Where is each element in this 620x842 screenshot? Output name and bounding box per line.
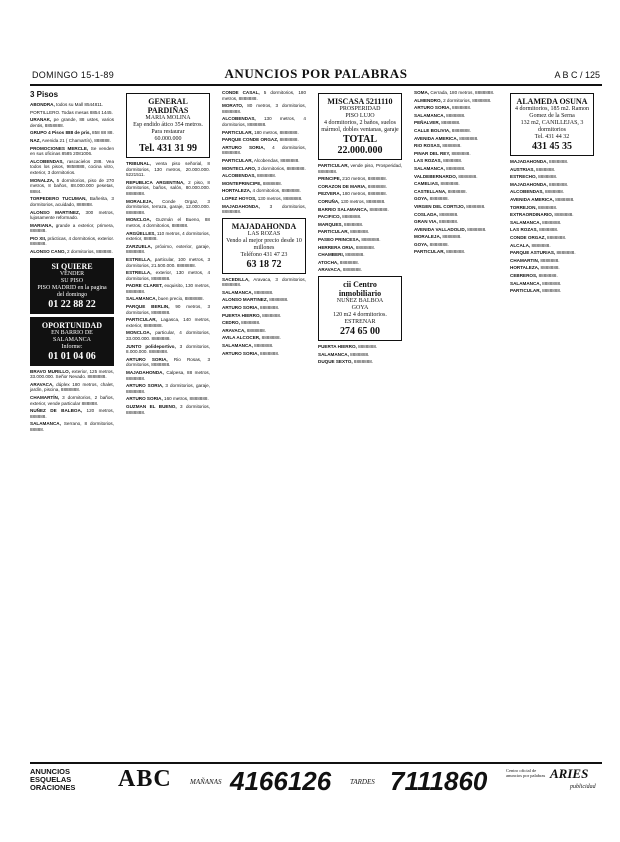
classifieds-column	[318, 90, 402, 740]
display-ad-line: LAS ROZAS	[247, 230, 281, 237]
display-ad-box	[222, 218, 306, 274]
abc-logo: ABC	[118, 766, 172, 792]
phone-mananas: 4166126	[230, 766, 332, 796]
classified-ad: SALAMANCA, 8888888.	[318, 351, 370, 357]
classified-ad: PIO XII, prácticas, 4 dormitorios, exterior. 888888.	[30, 235, 114, 247]
classified-ad: CONDE CASAL, 5 dormitorios, 180 metros, 8888888.	[222, 90, 306, 101]
display-ad-line: 01 22 88 22	[48, 298, 96, 310]
classified-ad: ZARZUELA, próximo, exterior, garaje, 8888888.	[126, 243, 210, 255]
classified-ad: CHAMARTIN, 8888888.	[510, 257, 560, 263]
display-ad-line: MAJADAHONDA	[231, 221, 297, 231]
classified-ad: PARTICULAR, vende piso, Prosperidad, 8888888.	[318, 163, 402, 174]
classified-ad: CASTELLANA, 8888888.	[414, 188, 467, 194]
display-ad-line: SI QUIERE	[51, 261, 93, 271]
classified-ad: ARTURO SORIA, 3 dormitorios, garaje, 8888888.	[126, 383, 210, 394]
display-ad-line: GENERAL PARDIÑAS	[147, 97, 189, 115]
display-ad-line: 4 dormitorios, 2 baños, suelos mármol, dobles ventanas, garaje	[321, 120, 399, 133]
display-ad-line: VENDER	[59, 270, 85, 277]
display-ad-line: GOYA	[351, 304, 369, 311]
classified-ad: MAJADAHONDA, 8888888.	[510, 181, 569, 187]
classified-ad: SACEDILLA, Aravaca, 3 dormitorios, 8888888.	[222, 276, 306, 288]
classified-ad: PARTICULAR, 180 metros, 8888888.	[222, 129, 299, 135]
footer-note: Centro oficial de anuncios por palabras	[506, 768, 546, 778]
classified-ad: LAS ROZAS, 8888888.	[414, 158, 463, 164]
classified-ad: ABONDRA, todos su Mall 8544811.	[30, 102, 104, 107]
classified-ad: PARTICULAR, 8888888.	[318, 229, 370, 235]
classified-ad: PUERTA HIERRO, 8888888.	[222, 312, 282, 318]
classified-ad: NAZ, Avenida 21 ( Chamartín), 888888.	[30, 137, 111, 143]
classified-ad: MARQUES, 8888888.	[318, 221, 364, 227]
display-ad-line: 63 18 72	[246, 258, 282, 270]
classified-ad: PARTICULAR, Alcobendas, 8888888.	[222, 157, 300, 163]
classified-ad: COSLADA, 8888888.	[414, 211, 459, 217]
display-ad-line: SALAMANCA	[52, 336, 91, 343]
classified-ad: ARTURO SORIA, 8888888.	[222, 305, 280, 311]
classified-ad: AVILA ALCOCER, 8888888.	[222, 335, 281, 341]
display-ad-line: Vendo al mejor precio desde 10 millones	[226, 237, 302, 251]
classified-ad: ARTURO SORIA, 8888888.	[414, 105, 472, 111]
header-title: ANUNCIOS POR PALABRAS	[224, 66, 408, 81]
classified-ad: AUSTRIAS, 8888888.	[510, 166, 556, 172]
classified-ad: GOYA, 8888888.	[414, 196, 449, 202]
classified-ad: MORATO, 80 metros, 3 dormitorios, 8888888.	[222, 103, 306, 114]
display-ad-box	[30, 317, 114, 366]
classified-ad: CHAMARTÍN, 3 dormitorios, 2 baños, exterior, vende particular 888888.	[30, 395, 114, 406]
classifieds-column	[126, 90, 210, 740]
classified-ad: PARQUE CONDE ORGAZ, 8888888.	[222, 137, 299, 143]
classified-ad: CORUÑA, 130 metros, 8888888.	[318, 198, 386, 204]
classified-ad: ARTURO SORIA, Rio Rosas, 3 dormitorios, 8888888.	[126, 356, 210, 368]
classified-ad: TORREJON, 8888888.	[510, 204, 558, 210]
classified-ad: ALONSO MARTINEZ, 8888888.	[222, 297, 289, 303]
classified-ad: ESTRECHO, 8888888.	[510, 174, 558, 180]
display-ad-line: PROSPERIDAD	[339, 106, 381, 112]
footer-left-block	[30, 768, 75, 792]
footer-left-line: ESQUELAS	[30, 775, 72, 784]
classified-ad: MARIANA, grande a exterior, primera, 888888.	[30, 222, 114, 234]
classified-ad: HERRERA ORIA, 8888888.	[318, 244, 376, 250]
classified-ad: ALMENDRO, 2 dormitorios, 8888888.	[414, 97, 492, 103]
classified-ad: AVENIDA AMERICA, 8888888.	[510, 196, 575, 202]
classified-ad: EXTRAORDINARIO, 8888888.	[510, 212, 574, 218]
page-header	[30, 66, 602, 86]
classified-ad: MONTECLARO, 3 dormitorios, 8888888.	[222, 165, 306, 171]
classified-ad: AVENIDA VALLADOLID, 8888888.	[414, 226, 487, 232]
classified-ad: PORTILLERO. Todas mesas 8854 1445.	[30, 109, 113, 115]
classified-ad: MORALEJA, Conde Orgaz, 3 dormitorios, terraza, garaje, 12.000.000. 8888888.	[126, 198, 210, 215]
classified-ad: RIO ROSAS, 8888888.	[414, 143, 462, 149]
classified-ad: PINAR DEL REY, 8888888.	[414, 150, 471, 156]
classified-ad: VALDEBERNARDO, 8888888.	[414, 173, 478, 179]
display-ad-line: MISCASA 5211110	[327, 97, 393, 106]
classified-ad: CALLE BOLIVIA, 8888888.	[414, 127, 471, 133]
classified-ad: CHAMBERI, 8888888.	[318, 252, 365, 258]
classified-ad: CEBREROS, 8888888.	[510, 272, 558, 278]
classified-ad: ALCALA, 8888888.	[510, 242, 551, 248]
classified-ad: GRUPO 4 Pisos 888 de pris, 858 88 88.	[30, 130, 114, 136]
display-ad-line: Tel. 431 44 32	[534, 134, 570, 140]
classified-ad: CONDE ORGAZ, 8888888.	[510, 234, 567, 240]
display-ad-line: 120 m2 4 dormitorios. ESTRENAR	[333, 311, 387, 325]
display-ad-line: NUÑEZ BALBOA	[336, 297, 384, 304]
classified-ad: ARAVACA, 8888888.	[318, 267, 362, 273]
display-ad-line: PISO LUJO	[345, 113, 375, 119]
display-ad-line: OPORTUNIDAD	[41, 320, 103, 330]
classified-ad: ATOCHA, 8888888.	[318, 259, 359, 265]
classified-ad: ALCOBENDAS, rascacielos 288. Vea todos los pisos, 9858888, cocina vitro, exterior, 3 dormitorios.	[30, 158, 114, 175]
classified-ad: HORTALEZA, 4 dormitorios, 8888888.	[222, 188, 301, 194]
classified-ad: SOMA, Cerrada, 180 metros, 8888888.	[414, 90, 495, 95]
classified-ad: ALCOBENDAS, 8888888.	[222, 173, 277, 179]
classified-ad: MONCLOA, particular, 4 dormitorios, 33.000.000. 8888888.	[126, 330, 210, 342]
display-ad-line: Teléfono 431 47 23	[240, 251, 288, 258]
display-ad-line: 431 45 35	[532, 141, 572, 152]
aries-logo: ARIES	[550, 766, 589, 781]
classified-ad: PARTICULAR, 8888888.	[414, 249, 466, 255]
newspaper-page	[30, 66, 602, 836]
footer-left-line: ANUNCIOS	[30, 767, 71, 776]
display-ad-box	[30, 258, 114, 314]
classified-ad: LAS ROZAS, 8888888.	[510, 227, 559, 233]
display-ad-line: TOTAL 22.000.000	[337, 134, 383, 156]
classified-ad: GOYA, 8888888.	[414, 241, 449, 247]
header-page: A B C / 125	[554, 70, 600, 80]
display-ad-box	[510, 93, 594, 156]
display-ad-box	[126, 93, 210, 158]
mananas-label: MAÑANAS	[190, 778, 222, 786]
tardes-label: TARDES	[350, 778, 375, 786]
display-ad-line: SU PISO	[60, 277, 84, 284]
display-ad-line: EN BARRIO DE	[51, 329, 93, 336]
section-heading: 3 Pisos	[30, 90, 59, 99]
classified-ad: REPUBLICA ARGENTINA, 2 piso, 8 dormitorios, baños, salón, 80.000.000. 8888888.	[126, 179, 210, 196]
classified-ad: PEZVERA, 180 metros, 8888888.	[318, 191, 387, 197]
classified-ad: GUZMAN EL BUENO, 3 dormitorios, 8888888.	[126, 403, 210, 415]
classified-ad: ARTURO SORIA, 4 dormitorios, 8888888.	[222, 144, 306, 156]
classified-ad: MONALZA, 5 dormitorios, piso de 270 metros, 8 baños, 88.000.000 pesetas, 8884.	[30, 177, 114, 194]
display-ad-line: 132 m2, CANILLEJAS, 3 dormitorios	[520, 120, 584, 133]
classified-ad: TRIBUNAL, venta piso señorial, 8 dormitorios, 130 metros, 20.000.000. 5221511.	[126, 161, 210, 178]
classified-ad: SALAMANCA, 8888888.	[222, 289, 274, 295]
display-ad-line: Tel. 431 31 99	[139, 143, 197, 154]
classified-ad: ARAVACA, 8888888.	[222, 327, 266, 333]
classified-ad: PEÑALVER, 8888888.	[414, 120, 461, 126]
classified-ad: MAJADAHONDA, 3 dormitorios, 8888888.	[222, 203, 306, 215]
classified-ad: ALONSO CANO, 2 dormitorios, 888888.	[30, 249, 113, 255]
display-ad-line: 60.000.000	[154, 136, 182, 142]
classified-ad: VIRGEN DEL CORTIJO, 8888888.	[414, 203, 486, 209]
display-ad-line: 4 dormitorios, 185 m2. Ramon Gomez de la Serna	[515, 106, 589, 119]
classified-ad: URANAK, pe grande, 88 ustes, varios dentis, 8858888.	[30, 117, 114, 128]
classified-ad: JUNTO polideportivo, 3 dormitorios, 8.000.000. 8888888.	[126, 343, 210, 355]
classified-ad: PARQUE ASTURIAS, 8888888.	[510, 250, 576, 256]
display-ad-line: Informe:	[61, 343, 83, 350]
classified-ad: CAMELIAS, 8888888.	[414, 181, 460, 187]
classified-ad: ALONSO MARTINEZ, 300 metros, lujosamente reformado.	[30, 209, 114, 221]
header-date: DOMINGO 15-1-89	[32, 70, 115, 80]
classified-ad: BRAVO MURILLO, exterior, 125 metros, 33.000.000. Señor Nevado. 8888888.	[30, 368, 114, 380]
classified-ad: HORTALEZA, 8888888.	[510, 265, 560, 271]
classified-ad: ARTURO SORIA, 160 metros, 8888888.	[126, 396, 209, 402]
classified-ad: BARRIO SALAMANCA, 8888888.	[318, 206, 389, 212]
aries-subtitle: publicidad	[570, 784, 596, 790]
classified-ad: SALAMANCA, 8888888.	[510, 280, 562, 286]
footer-left-line: ORACIONES	[30, 783, 76, 792]
classified-ad: PARTICULAR, 8888888.	[510, 288, 562, 294]
classified-ad: ESTRELLA, exterior, 130 metros, 4 dormitorios, 8888888.	[126, 270, 210, 281]
classified-ad: MAJADAHONDA, 8888888.	[510, 159, 569, 164]
classified-ad: LOPEZ HOYOS, 130 metros, 8888888.	[222, 195, 303, 201]
classified-ad: SALAMANCA, 8888888.	[222, 343, 274, 349]
classifieds-column	[414, 90, 498, 740]
display-ad-line: ALAMEDA OSUNA	[516, 97, 588, 106]
display-ad-box	[318, 276, 402, 341]
classified-ad: PASEO PRINCESA, 8888888.	[318, 236, 381, 242]
classified-ad: AVENIDA AMERICA, 8888888.	[414, 135, 479, 141]
classified-ad: DUQUE SEXTO, 8888888.	[318, 359, 374, 365]
classified-ad: CORAZON DE MARIA, 8888888.	[318, 183, 387, 189]
classified-ad: CEDRO, 8888888.	[222, 320, 261, 326]
phone-tardes: 7111860	[390, 766, 488, 796]
classified-ad: PARQUE BERLIN, 90 metros, 3 dormitorios, 8888888.	[126, 304, 210, 315]
classified-ad: SALAMANCA, 8888888.	[510, 219, 562, 225]
classified-ad: MORALEJA, 8888888.	[414, 234, 462, 240]
classified-ad: TORPEDERO TUCUMAN, Bañerita, 3 dormitorios, acuidado, 888888.	[30, 196, 114, 207]
classified-ad: ARTURO SORIA, 8888888.	[222, 350, 280, 356]
classified-ad: ARGÜELLES, 110 metros, 4 dormitorios, exterior, 88888.	[126, 230, 210, 242]
display-ad-box	[318, 93, 402, 160]
classified-ad: MAJADAHONDA, Calpesa, 88 metros, 8888888.	[126, 370, 210, 381]
display-ad-line: 274 65 00	[340, 325, 380, 337]
classified-ad: SALAMANCA, 8888888.	[414, 112, 466, 118]
classified-ad: NUÑEZ DE BALBOA, 120 metros, 888888.	[30, 408, 114, 419]
classified-ad: PADRE CLARET, exquisito, 130 metros, 8888888.	[126, 283, 210, 294]
classified-ad: SALAMANCA, 8888888.	[414, 165, 466, 171]
display-ad-line: Esp endido ático 354 metros. Para restaurar	[133, 122, 203, 135]
display-ad-line: 01 01 04 06	[48, 350, 96, 362]
display-ad-line: cii Centro inmobiliario	[338, 279, 382, 298]
classified-ad: PROMOCIONES MERCLE, Se venden en sus oficinas 8585 2081006.	[30, 145, 114, 157]
classified-ad: MONCLOA, Guzmán el Bueno, 88 metros, 4 dormitorios, 888888.	[126, 217, 210, 228]
classified-ad: ARAVACA, dúplex 180 metros, chalet, jardín, piscina, 8888888.	[30, 381, 114, 393]
classified-ad: GRAN VIA, 8888888.	[414, 219, 459, 225]
page-footer	[30, 762, 602, 804]
classified-ad: PARTICULAR, Lagasca, 140 metros, exterior, 8888888.	[126, 317, 210, 328]
classified-ad: SALAMANCA, buen precio, 8888888.	[126, 296, 204, 302]
classifieds-column	[222, 90, 306, 740]
classified-ad: PACIFICO, 8888888.	[318, 214, 362, 220]
classified-ad: ESTRELLA, particular, 100 metros, 3 dormitorios, 21.500.000. 8888888.	[126, 256, 210, 268]
display-ad-line: PISO MADRID en la pagina del domingo	[37, 284, 107, 298]
classified-ad: SALAMANCA, Serrano, 8 dormitorios, 88888.	[30, 421, 114, 432]
classifieds-column	[30, 90, 114, 740]
display-ad-line: MARIA MOLINA	[145, 115, 191, 121]
classified-ad: MONTEPRINCIPE, 8888888.	[222, 180, 282, 186]
classified-ad: ALCOBENDAS, 130 metros, 4 dormitorios, 8888888.	[222, 116, 306, 127]
classifieds-column	[510, 90, 594, 740]
classified-ad: PRINCIPE, 210 metros, 8888888.	[318, 176, 387, 182]
classified-ad: PUERTA HIERRO, 8888888.	[318, 343, 378, 349]
classified-ad: ALCOBENDAS, 8888888.	[510, 189, 565, 195]
